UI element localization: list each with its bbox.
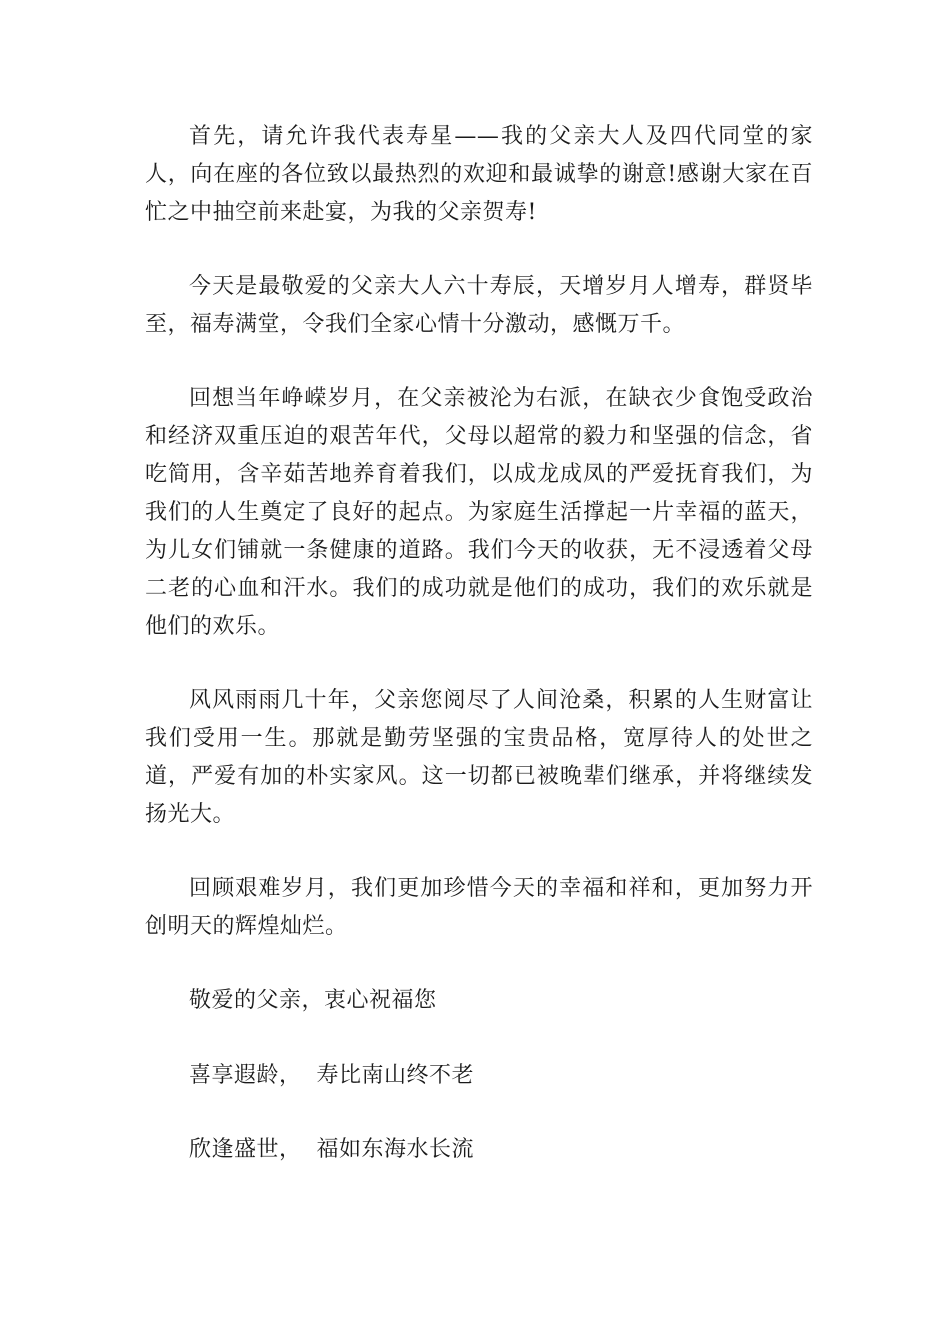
paragraph-welcome: 首先，请允许我代表寿星——我的父亲大人及四代同堂的家人，向在座的各位致以最热烈的欢迎和最诚挚的谢意!感谢大家在百忙之中抽空前来赴宴，为我的父亲贺寿!	[145, 124, 813, 225]
document-body	[145, 118, 813, 1169]
paragraph-couplet-2: 欣逢盛世， 福如东海水长流	[189, 1137, 474, 1162]
paragraph-cherish: 回顾艰难岁月，我们更加珍惜今天的幸福和祥和，更加努力开创明天的辉煌灿烂。	[145, 876, 813, 939]
paragraph-memories: 回想当年峥嵘岁月，在父亲被沦为右派，在缺衣少食饱受政治和经济双重压迫的艰苦年代，父母以超常的毅力和坚强的信念，省吃简用，含辛茹苦地养育着我们，以成龙成凤的严爱抚育我们，为我们的人生奠定了良好的起点。为家庭生活撑起一片幸福的蓝天，为儿女们铺就一条健康的道路。我们今天的收获，无不浸透着父母二老的心血和汗水。我们的成功就是他们的成功，我们的欢乐就是他们的欢乐。	[145, 386, 813, 639]
paragraph-legacy: 风风雨雨几十年，父亲您阅尽了人间沧桑，积累的人生财富让我们受用一生。那就是勤劳坚强的宝贵品格，宽厚待人的处世之道，严爱有加的朴实家风。这一切都已被晚辈们继承，并将继续发扬光大。	[145, 688, 813, 827]
paragraph-blessing: 敬爱的父亲，衷心祝福您	[189, 988, 437, 1013]
paragraph-couplet-1: 喜享遐龄， 寿比南山终不老	[189, 1063, 474, 1088]
paragraph-birthday: 今天是最敬爱的父亲大人六十寿辰，天增岁月人增寿，群贤毕至，福寿满堂，令我们全家心情十分激动，感慨万千。	[145, 274, 813, 337]
